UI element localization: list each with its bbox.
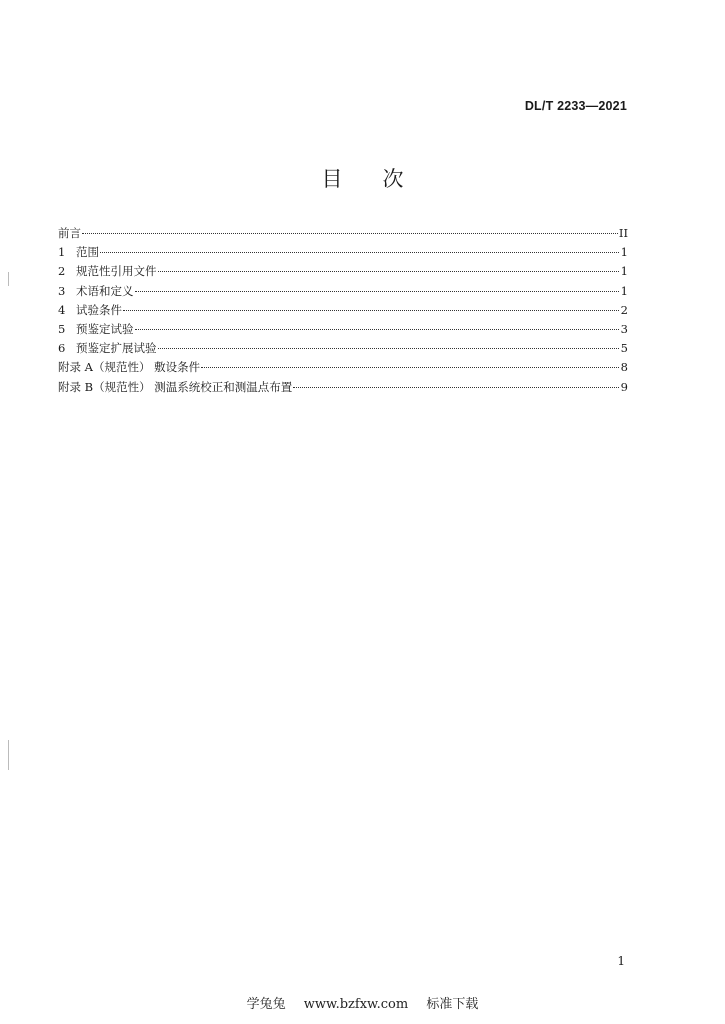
toc-entry-number: 4: [58, 302, 66, 317]
toc-entry-page: 2: [620, 302, 628, 317]
watermark-site-name: 学兔兔: [246, 997, 286, 1012]
toc-entry-1[interactable]: [58, 243, 628, 262]
toc-leader-dots: [158, 271, 620, 272]
toc-entry-page: II: [618, 226, 628, 240]
page-title: [0, 163, 725, 193]
toc-entry-page: 1: [620, 283, 628, 298]
watermark-url[interactable]: www.bzfxw.com: [303, 997, 409, 1012]
toc-entry-page: 5: [620, 341, 628, 356]
watermark-slogan: 标准下载: [426, 997, 479, 1012]
page-number: 1: [617, 954, 625, 968]
toc-entry-6[interactable]: [58, 339, 628, 358]
table-of-contents: [58, 224, 628, 397]
toc-entry-label: 预鉴定试验: [76, 321, 134, 336]
toc-entry-number: 2: [58, 264, 66, 279]
scan-mark: [8, 740, 9, 770]
toc-entry-label: 范围: [76, 245, 99, 260]
toc-leader-dots: [201, 367, 619, 368]
toc-entry-label: 预鉴定扩展试验: [76, 341, 157, 356]
toc-entry-2[interactable]: [58, 262, 628, 281]
toc-entry-preface[interactable]: [58, 224, 628, 243]
toc-leader-dots: [135, 291, 620, 292]
toc-entry-page: 1: [620, 264, 628, 279]
toc-entry-3[interactable]: [58, 282, 628, 301]
toc-entry-label: 附录 B（规范性） 测温系统校正和测温点布置: [58, 379, 293, 394]
toc-leader-dots: [82, 233, 618, 234]
toc-entry-appendix-a[interactable]: [58, 358, 628, 377]
toc-entry-number: 6: [58, 341, 66, 356]
toc-leader-dots: [135, 329, 620, 330]
toc-entry-label: 规范性引用文件: [76, 264, 157, 279]
toc-entry-label: 前言: [58, 226, 81, 240]
toc-entry-number: 5: [58, 321, 66, 336]
toc-entry-label: 术语和定义: [76, 283, 134, 298]
toc-leader-dots: [158, 348, 620, 349]
toc-leader-dots: [293, 387, 619, 388]
scan-mark: [8, 272, 9, 286]
toc-leader-dots: [123, 310, 619, 311]
title-char-1: 目: [321, 167, 343, 191]
footer-watermark: [0, 993, 725, 1012]
toc-entry-page: 9: [620, 379, 628, 394]
toc-entry-number: 3: [58, 283, 66, 298]
toc-entry-page: 1: [620, 245, 628, 260]
toc-entry-number: 1: [58, 245, 66, 260]
toc-entry-page: 8: [620, 360, 628, 375]
toc-entry-label: 附录 A（规范性） 敷设条件: [58, 360, 201, 375]
toc-entry-4[interactable]: [58, 301, 628, 320]
toc-entry-page: 3: [620, 321, 628, 336]
toc-leader-dots: [100, 252, 619, 253]
toc-entry-label: 试验条件: [76, 302, 122, 317]
toc-entry-5[interactable]: [58, 320, 628, 339]
title-char-2: 次: [382, 167, 404, 191]
toc-entry-appendix-b[interactable]: [58, 378, 628, 397]
standard-code: DL/T 2233—2021: [524, 99, 627, 113]
